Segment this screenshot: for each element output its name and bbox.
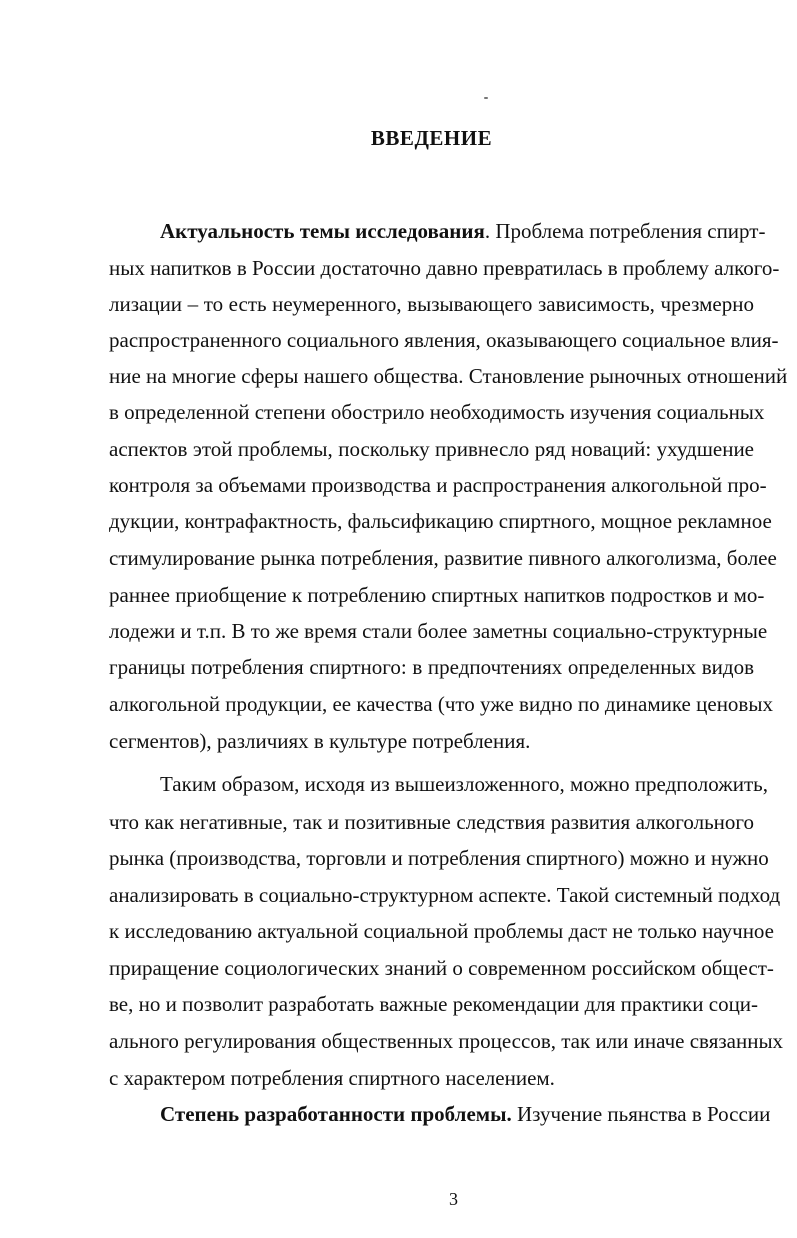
paragraph-2-line: ального регулирования общественных процессов, так или иначе связанных xyxy=(109,1029,784,1053)
paragraph-2-line: с характером потребления спиртного населением. xyxy=(109,1066,555,1090)
paragraph-1-line: в определенной степени обострило необходимость изучения социальных xyxy=(109,400,765,424)
paragraph-2-line: приращение социологических знаний о современном российском общест- xyxy=(109,956,774,980)
paragraph-1-line: алкогольной продукции, ее качества (что уже видно по динамике ценовых xyxy=(109,692,773,716)
paragraph-2-line-1: Таким образом, исходя из вышеизложенного, можно предположить, xyxy=(160,772,768,796)
page-title: ВВЕДЕНИЕ xyxy=(370,126,493,150)
paragraph-2-line: анализировать в социально-структурном аспекте. Такой системный подход xyxy=(109,883,781,907)
page-number: 3 xyxy=(449,1189,458,1209)
paragraph-1-line: распространенного социального явления, оказывающего социальное влия- xyxy=(109,328,779,352)
paragraph-1-line-1 xyxy=(160,219,766,243)
paragraph-2-line: ве, но и позволит разработать важные рекомендации для практики соци- xyxy=(109,992,759,1016)
paragraph-1-line: раннее приобщение к потреблению спиртных напитков подростков и мо- xyxy=(109,583,765,607)
paragraph-3-line-1 xyxy=(160,1102,771,1126)
paragraph-1-line: лодежи и т.п. В то же время стали более заметны социально-структурные xyxy=(109,619,768,643)
paragraph-1-line-1-text: . Проблема потребления спирт- xyxy=(484,219,766,243)
paragraph-1-line: контроля за объемами производства и распространения алкогольной про- xyxy=(109,473,767,497)
paragraph-1-line: ние на многие сферы нашего общества. Становление рыночных отношений xyxy=(109,364,788,388)
scan-speck xyxy=(484,97,488,99)
paragraph-1-line: границы потребления спиртного: в предпочтениях определенных видов xyxy=(109,655,754,679)
paragraph-1-line: сегментов), различиях в культуре потребления. xyxy=(109,729,531,753)
paragraph-1-line: ных напитков в России достаточно давно превратилась в проблему алкого- xyxy=(109,256,780,280)
paragraph-1-line: стимулирование рынка потребления, развитие пивного алкоголизма, более xyxy=(109,546,777,570)
paragraph-1-line: аспектов этой проблемы, поскольку привнесло ряд новаций: ухудшение xyxy=(109,437,754,461)
paragraph-2-line: рынка (производства, торговли и потребления спиртного) можно и нужно xyxy=(109,846,769,870)
paragraph-1-line: дукции, контрафактность, фальсификацию спиртного, мощное рекламное xyxy=(109,509,772,533)
paragraph-1-line: лизации – то есть неумеренного, вызывающего зависимость, чрезмерно xyxy=(109,292,754,316)
development-heading: Степень разработанности проблемы. xyxy=(160,1102,512,1126)
paragraph-3-line-1-text: Изучение пьянства в России xyxy=(511,1102,771,1126)
relevance-heading: Актуальность темы исследования xyxy=(160,219,485,243)
paragraph-2-line: к исследованию актуальной социальной проблемы даст не только научное xyxy=(109,919,775,943)
paragraph-2-line: что как негативные, так и позитивные следствия развития алкогольного xyxy=(109,810,754,834)
